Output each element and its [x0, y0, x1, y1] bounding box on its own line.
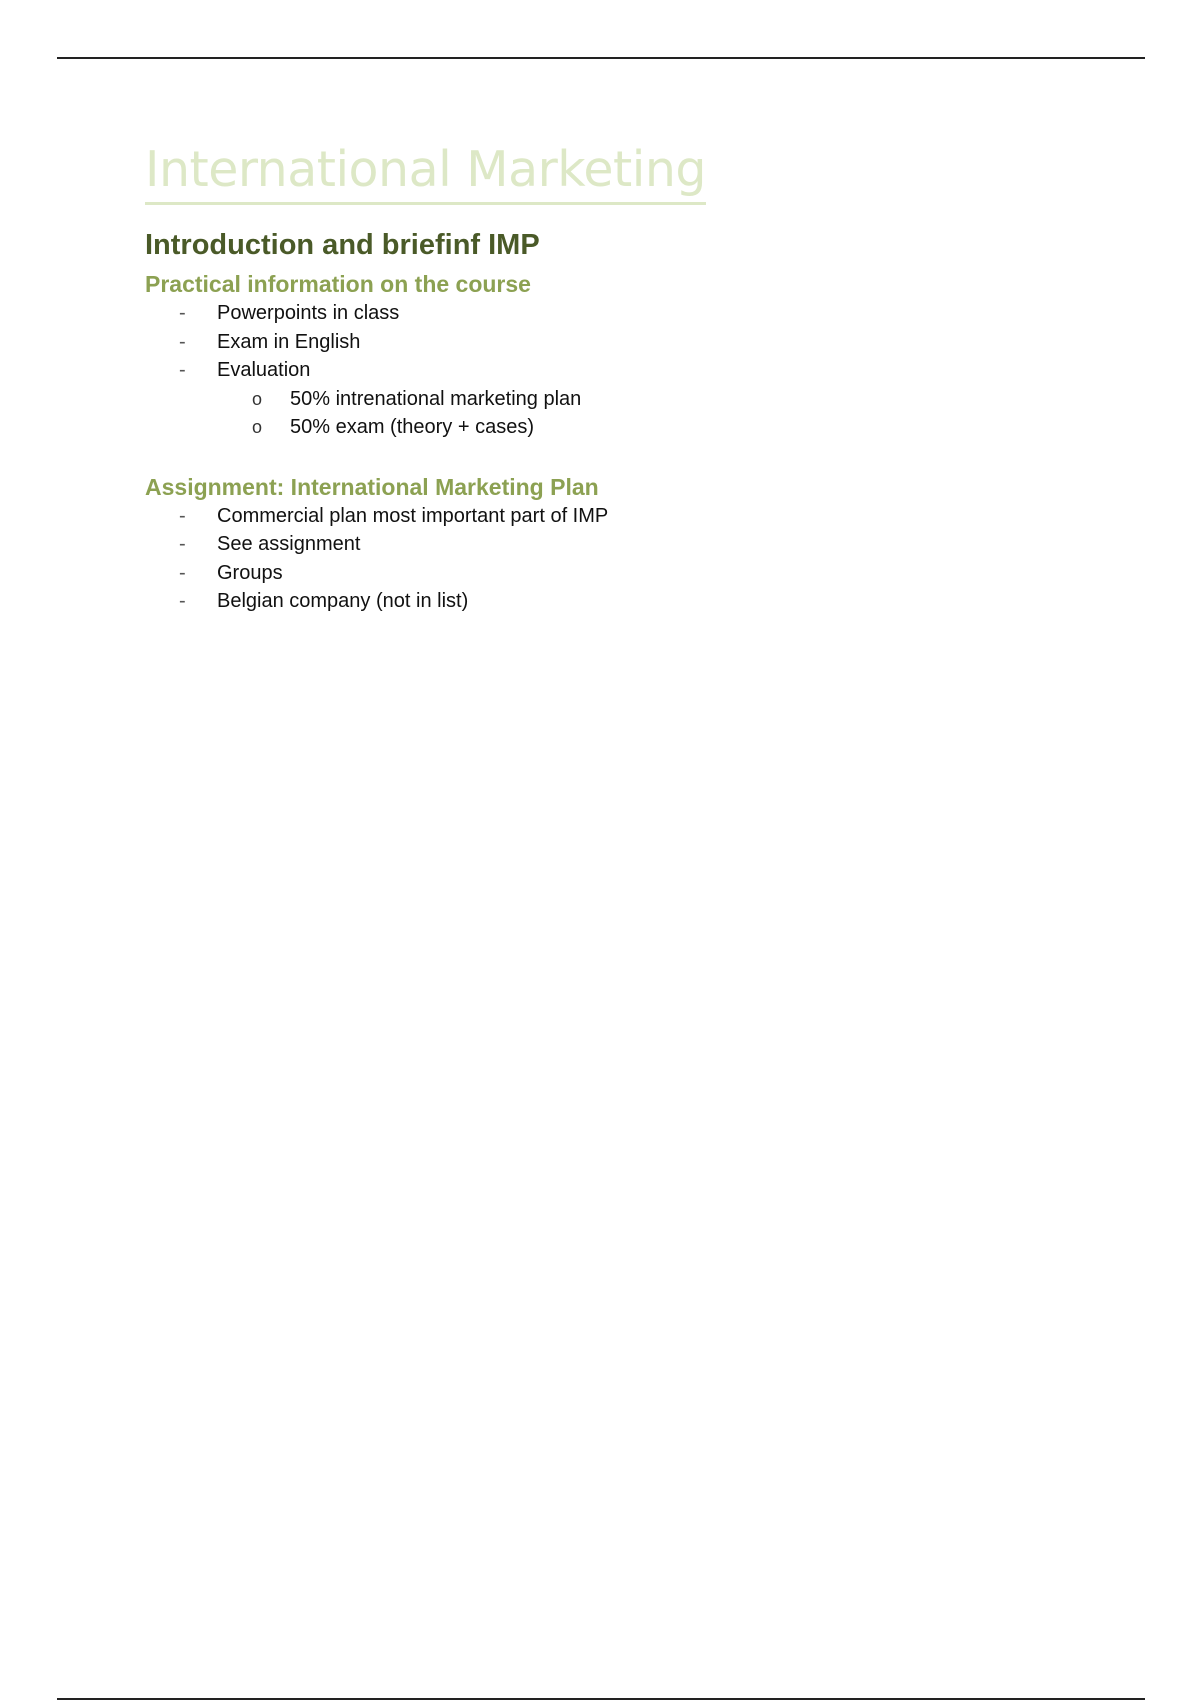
sublist-item-text: 50% exam (theory + cases): [290, 416, 534, 438]
list-item: [145, 299, 1045, 328]
list-item: [145, 587, 1045, 616]
bullet-dash: -: [179, 590, 186, 612]
bullet-circle: o: [252, 388, 263, 409]
list-item-text: Belgian company (not in list): [217, 590, 469, 612]
assignment-list: [145, 502, 1045, 616]
bullet-dash: -: [179, 504, 186, 527]
list-item: [145, 328, 1045, 357]
list-item-text: Evaluation: [217, 359, 311, 381]
practical-info-list: [145, 299, 1045, 442]
bullet-circle: o: [252, 417, 263, 437]
section-heading-practical: Practical information on the course: [145, 271, 531, 297]
sublist-item-text: 50% intrenational marketing plan: [290, 387, 582, 410]
list-item: [145, 530, 1045, 559]
sublist-item: [145, 413, 1045, 442]
bullet-dash: -: [179, 359, 186, 381]
list-item: [145, 356, 1045, 442]
list-item-text: See assignment: [217, 533, 361, 555]
document-title: International Marketing: [145, 140, 706, 205]
list-item-text: Groups: [217, 561, 283, 584]
bullet-dash: -: [179, 561, 186, 584]
bullet-dash: -: [179, 533, 186, 555]
bullet-dash: -: [179, 302, 186, 324]
list-item: [145, 559, 1045, 588]
list-item: [145, 502, 1045, 531]
bullet-dash: -: [179, 330, 186, 353]
list-item-text: Commercial plan most important part of IMP: [217, 504, 609, 527]
sublist-item: [145, 385, 1045, 414]
main-heading: Introduction and briefinf IMP: [145, 229, 540, 261]
document-body: [145, 140, 1045, 616]
evaluation-sublist: [217, 385, 1045, 442]
section-heading-assignment: Assignment: International Marketing Plan: [145, 473, 599, 500]
list-item-text: Powerpoints in class: [217, 302, 400, 324]
list-item-text: Exam in English: [217, 330, 361, 353]
top-rule: [57, 57, 1145, 59]
